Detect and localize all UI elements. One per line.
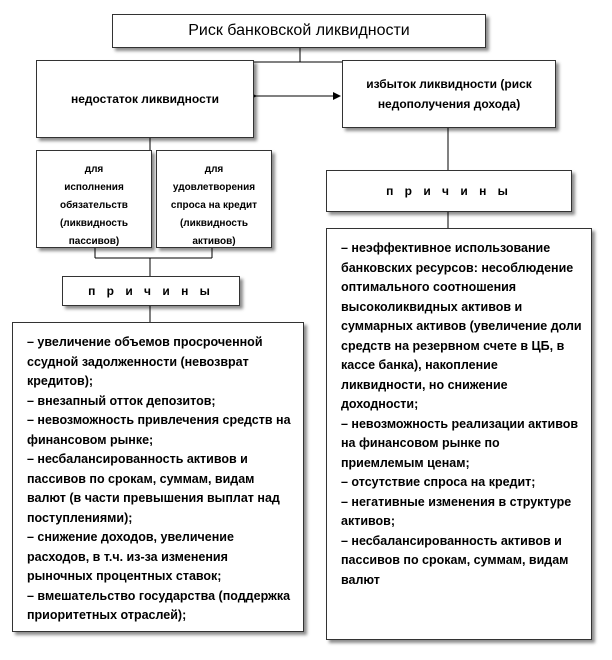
credit-demand-box xyxy=(156,150,272,248)
diagram-title xyxy=(112,14,486,48)
right-reasons-list xyxy=(326,228,592,640)
surplus-box xyxy=(342,60,556,128)
obligations-line-1: для xyxy=(84,164,104,175)
credit-line-1: для xyxy=(204,164,224,175)
obligations-line-4: (ликвидность xyxy=(59,218,129,229)
credit-line-2: удовлетворения xyxy=(172,182,256,193)
right-reasons-label: п р и ч и н ы xyxy=(386,184,512,198)
left-reasons-label: п р и ч и н ы xyxy=(88,284,214,298)
left-reason-item: – внезапный отток депозитов; xyxy=(27,393,216,408)
left-reason-item: – несбалансированность активов и пассивов по срокам, суммам, видам валют (в части превышения выплат над поступлениями); xyxy=(27,452,280,525)
obligations-box xyxy=(36,150,152,248)
right-reason-item: – неэффективное использование банковских ресурсов: несоблюдение оптимального соотношения высоколиквидных активов и суммарных активов (увеличение доли средств на резервном счете в ЦБ, в кассе банка), накопление ликвидности, но снижение доходности; xyxy=(341,241,582,411)
credit-line-3: спроса на кредит xyxy=(170,200,258,211)
deficit-box xyxy=(36,60,254,138)
left-reasons-label-box xyxy=(62,276,240,306)
credit-line-4: (ликвидность xyxy=(179,218,249,229)
surplus-label: избыток ликвидности (риск недополучения дохода) xyxy=(366,77,532,111)
obligations-line-3: обязательств xyxy=(60,200,128,211)
obligations-line-5: пассивов) xyxy=(68,236,120,247)
deficit-label: недостаток ликвидности xyxy=(70,92,220,106)
left-reason-item: – невозможность привлечения средств на финансовом рынке; xyxy=(27,413,291,447)
left-reason-item: – увеличение объемов просроченной ссудной задолженности (невозврат кредитов); xyxy=(27,335,263,388)
right-reason-item: – негативные изменения в структуре активов; xyxy=(341,494,572,528)
obligations-line-2: исполнения xyxy=(64,182,124,193)
title-text: Риск банковской ликвидности xyxy=(188,22,410,39)
left-reason-item: – снижение доходов, увеличение расходов, в т.ч. из-за изменения рыночных процентных ставок; xyxy=(27,530,234,583)
right-reason-item: – невозможность реализации активов на финансовом рынке по приемлемым ценам; xyxy=(341,416,579,470)
right-reasons-label-box xyxy=(326,170,572,212)
right-reason-item: – отсутствие спроса на кредит; xyxy=(341,475,536,489)
credit-line-5: активов) xyxy=(192,236,236,247)
left-reason-item: – вмешательство государства (поддержка приоритетных отраслей); xyxy=(27,588,291,622)
right-reason-item: – несбалансированность активов и пассивов по срокам, суммам, видам валют xyxy=(341,533,569,587)
left-reasons-list xyxy=(12,322,304,632)
